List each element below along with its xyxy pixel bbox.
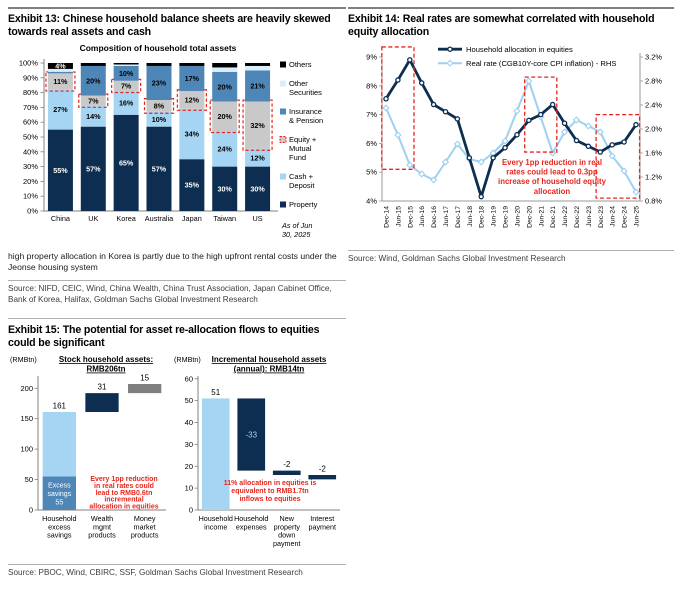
- bar-value-label: 15: [140, 373, 150, 383]
- y-tick-label: 0: [188, 505, 193, 515]
- legend-label: Insurance: [289, 107, 322, 116]
- annotation: Every 1pp reduction in real: [501, 158, 603, 167]
- marker-diamond: [526, 78, 532, 84]
- segment-label: 7%: [88, 96, 99, 106]
- exhibit13-chart: [8, 41, 346, 245]
- x-tick-label: Jun-21: [538, 206, 546, 227]
- y-tick-label: 50: [24, 475, 33, 485]
- x-tick-label: Dec-18: [478, 206, 486, 228]
- legend-label: Mutual: [289, 144, 312, 153]
- annotation: in real rates could: [94, 482, 154, 490]
- legend-chip: [280, 109, 286, 115]
- x-category-label: Household: [198, 514, 233, 523]
- x-tick-label: Jun-25: [633, 206, 641, 227]
- marker-circle: [586, 144, 590, 148]
- segment-label: 21%: [250, 81, 265, 91]
- marker-circle: [515, 133, 519, 137]
- segment-label: 20%: [217, 111, 232, 121]
- exhibit15-source: Source: PBOC, Wind, CBIRC, SSF, Goldman Sachs Global Investment Research: [8, 568, 303, 577]
- y-tick-label: 60%: [22, 117, 38, 127]
- segment-label: 32%: [250, 120, 265, 130]
- x-category-label: China: [50, 214, 70, 223]
- x-category-label: Wealth: [90, 514, 114, 523]
- axis-unit-label: (RMBtn): [174, 355, 201, 364]
- x-category-label: savings: [47, 530, 72, 540]
- right-tick-label: 2.0%: [645, 124, 663, 134]
- x-category-label: market: [133, 522, 156, 532]
- annotation: 11% allocation in equities is: [223, 480, 317, 487]
- x-category-label: property: [273, 522, 300, 532]
- x-tick-label: Jun-17: [443, 206, 451, 227]
- marker-circle: [384, 97, 388, 101]
- ex15a-svg: [8, 352, 172, 564]
- segment-label: 20%: [86, 76, 101, 86]
- divider: [348, 7, 674, 9]
- exhibit14-chart: [348, 43, 674, 247]
- annotation: allocation: [533, 186, 571, 196]
- left-tick-label: 5%: [366, 167, 377, 177]
- bar-value-label: 51: [211, 387, 221, 397]
- sub-bar-label: 55: [55, 499, 64, 507]
- x-category-label: US: [252, 214, 263, 223]
- y-tick-label: 90%: [22, 73, 38, 83]
- y-tick-label: 30%: [22, 162, 38, 172]
- marker-circle: [420, 81, 424, 85]
- bar-segment: [81, 63, 106, 66]
- legend-label: Others: [289, 60, 312, 69]
- segment-label: 24%: [217, 144, 232, 154]
- waterfall-bar: [128, 384, 161, 393]
- exhibit13-source: Source: NIFD, CEIC, Wind, China Wealth, China Trust Association, Japan Cabinet Office, Bank of Korea, Halifax, Goldman Sachs Global Investment Research: [8, 284, 332, 304]
- legend-label: Securities: [289, 88, 322, 97]
- y-tick-label: 50%: [22, 132, 38, 142]
- chart-title: Stock household assets:: [58, 355, 154, 364]
- x-category-label: Household: [42, 514, 77, 523]
- segment-label: 55%: [53, 165, 68, 175]
- marker-circle: [527, 118, 531, 122]
- marker-circle: [634, 123, 638, 127]
- x-tick-label: Jun-23: [585, 206, 593, 227]
- right-tick-label: 3.2%: [645, 52, 663, 62]
- x-tick-label: Dec-22: [573, 206, 581, 228]
- x-category-label: Korea: [116, 214, 136, 223]
- bar-segment: [212, 63, 237, 67]
- legend-label: Household allocation in equities: [466, 45, 573, 54]
- right-tick-label: 1.6%: [645, 148, 663, 158]
- legend-label: Real rate (CGB10Y-core CPI inflation) - RHS: [466, 59, 617, 68]
- segment-label: 23%: [151, 78, 167, 88]
- marker-circle: [562, 121, 566, 125]
- segment-label: 10%: [151, 114, 167, 124]
- marker-diamond: [383, 105, 389, 111]
- x-tick-label: Jun-22: [562, 206, 570, 227]
- segment-label: 65%: [118, 158, 134, 168]
- x-tick-label: Jun-19: [490, 206, 498, 227]
- y-tick-label: 200: [20, 383, 33, 393]
- x-category-label: Taiwan: [213, 214, 237, 223]
- y-tick-label: 0%: [27, 206, 38, 216]
- y-tick-label: 10: [184, 483, 193, 493]
- annotation: Every 1pp reduction: [90, 476, 158, 483]
- legend-label: Fund: [289, 153, 307, 162]
- marker-circle: [598, 150, 602, 154]
- legend-marker: [447, 60, 453, 66]
- annotation: allocation in equities: [89, 503, 159, 511]
- marker-circle: [467, 156, 471, 160]
- legend-label: Deposit: [289, 181, 315, 190]
- segment-label: 27%: [53, 105, 68, 115]
- left-tick-label: 8%: [366, 81, 377, 91]
- y-tick-label: 20: [184, 461, 193, 471]
- x-tick-label: Dec-20: [526, 206, 534, 228]
- marker-circle: [491, 156, 495, 160]
- exhibit15-charts: [8, 352, 346, 564]
- marker-diamond: [395, 132, 401, 138]
- chart-title: Incremental household assets: [211, 355, 327, 364]
- marker-circle: [479, 195, 483, 199]
- x-category-label: Australia: [144, 214, 174, 223]
- marker-circle: [443, 110, 447, 114]
- bar-segment: [147, 63, 172, 66]
- marker-diamond: [514, 108, 520, 114]
- right-tick-label: 2.8%: [645, 76, 663, 86]
- divider: [8, 318, 346, 319]
- segment-label: 12%: [184, 95, 200, 105]
- x-tick-label: Dec-23: [597, 205, 605, 228]
- legend-marker: [448, 47, 452, 51]
- chart-title: (annual): RMB14tn: [233, 364, 305, 374]
- segment-label: 7%: [120, 81, 132, 91]
- marker-circle: [622, 140, 626, 144]
- divider: [348, 250, 674, 251]
- waterfall-bar: [85, 393, 118, 412]
- x-tick-label: Jun-16: [419, 206, 427, 227]
- exhibit15-left-chart: [8, 352, 172, 564]
- x-category-label: UK: [88, 214, 99, 223]
- x-tick-label: Jun-20: [514, 206, 522, 227]
- right-tick-label: 1.2%: [645, 172, 663, 182]
- right-tick-label: 2.4%: [645, 100, 663, 110]
- left-tick-label: 7%: [366, 110, 377, 120]
- x-tick-label: Dec-14: [383, 206, 391, 228]
- y-tick-label: 70%: [22, 102, 38, 112]
- right-tick-label: 0.8%: [645, 196, 663, 206]
- y-tick-label: 60: [184, 374, 193, 384]
- bar-value-label: -2: [318, 464, 326, 474]
- legend-chip: [280, 62, 286, 68]
- exhibit13-title: Exhibit 13: Chinese household balance sheets are heavily skewed towards real assets and cash: [8, 13, 331, 38]
- right-column: [348, 0, 674, 265]
- segment-label: 12%: [250, 153, 265, 163]
- bar-value-label: 31: [97, 382, 107, 392]
- x-category-label: Household: [234, 514, 269, 523]
- x-category-label: products: [130, 530, 159, 540]
- waterfall-bar: [202, 398, 230, 510]
- y-tick-label: 100: [20, 444, 33, 454]
- marker-circle: [408, 58, 412, 62]
- bar-value-label: -33: [245, 430, 258, 440]
- divider: [8, 564, 346, 565]
- legend-label: Cash +: [289, 172, 313, 181]
- axis-unit-label: (RMBtn): [10, 355, 37, 364]
- annotation: equivalent to RMB1.7tn: [231, 488, 309, 495]
- x-tick-label: Dec-16: [431, 206, 439, 228]
- divider: [8, 7, 346, 9]
- x-category-label: income: [204, 522, 228, 532]
- y-tick-label: 40: [184, 418, 193, 427]
- segment-label: 30%: [217, 184, 232, 194]
- x-category-label: Japan: [181, 214, 202, 223]
- segment-label: 30%: [250, 184, 265, 194]
- ex14-svg: [348, 43, 672, 247]
- y-tick-label: 50: [184, 396, 193, 406]
- segment-label: 35%: [184, 180, 200, 190]
- bar-segment: [212, 67, 237, 71]
- annotation: increase of household equity: [498, 177, 606, 187]
- exhibit15-right-chart: [172, 352, 346, 564]
- left-tick-label: 9%: [366, 52, 377, 62]
- y-tick-label: 100%: [18, 58, 38, 68]
- annotation: inflows to equities: [239, 496, 301, 503]
- marker-circle: [503, 146, 507, 150]
- x-category-label: expenses: [235, 522, 267, 532]
- marker-circle: [432, 102, 436, 106]
- x-category-label: products: [88, 530, 116, 540]
- x-category-label: Money: [133, 514, 156, 523]
- annotation: rates could lead to 0.3pp: [506, 167, 598, 177]
- segment-label: 20%: [217, 82, 232, 92]
- segment-label: 14%: [86, 111, 101, 121]
- bar-value-label: 161: [52, 401, 67, 411]
- waterfall-bar: [273, 471, 301, 475]
- bar-segment: [114, 64, 139, 65]
- x-category-label: Interest: [310, 514, 335, 523]
- exhibit13-note: high property allocation in Korea is partly due to the high upfront rental costs under the Jeonse housing system: [8, 251, 337, 272]
- ex15b-svg: [172, 352, 346, 564]
- segment-label: 17%: [184, 74, 200, 84]
- legend-label: Other: [289, 79, 308, 88]
- y-tick-label: 80%: [22, 88, 38, 98]
- y-tick-label: 20%: [22, 176, 38, 186]
- divider: [8, 280, 346, 281]
- left-column: [8, 0, 346, 579]
- left-tick-label: 4%: [366, 196, 377, 206]
- x-category-label: payment: [272, 538, 301, 548]
- bar-segment: [179, 63, 204, 66]
- legend-chip: [280, 137, 286, 143]
- marker-circle: [574, 138, 578, 142]
- x-category-label: mgmt: [93, 522, 111, 532]
- segment-label: 57%: [151, 164, 167, 174]
- y-tick-label: 0: [28, 505, 33, 515]
- segment-label: 8%: [153, 101, 165, 111]
- marker-circle: [610, 143, 614, 147]
- annotation: incremental: [104, 496, 144, 504]
- bar-segment: [245, 63, 270, 66]
- bar-segment: [48, 72, 73, 73]
- left-tick-label: 6%: [366, 138, 377, 148]
- legend-chip: [280, 174, 286, 180]
- chart-title: RMB206tn: [86, 364, 126, 374]
- y-tick-label: 40%: [22, 147, 38, 157]
- x-category-label: New: [279, 514, 294, 523]
- exhibit15-title: Exhibit 15: The potential for asset re-allocation flows to equities could be significant: [8, 324, 320, 349]
- x-category-label: payment: [308, 522, 337, 532]
- segment-label: 57%: [86, 164, 101, 174]
- marker-circle: [551, 102, 555, 106]
- as-of-label: As of Jun: [282, 221, 313, 230]
- marker-circle: [539, 113, 543, 117]
- legend-chip: [280, 81, 286, 87]
- x-tick-label: Dec-24: [621, 206, 629, 228]
- marker-circle: [396, 78, 400, 82]
- legend-chip: [280, 202, 286, 208]
- as-of-label: 30, 2025: [282, 230, 311, 239]
- y-tick-label: 150: [20, 414, 33, 424]
- x-category-label: down: [278, 530, 296, 540]
- annotation: lead to RMB0.6tn: [95, 489, 153, 497]
- x-category-label: excess: [48, 522, 71, 532]
- segment-label: 34%: [184, 129, 200, 139]
- x-tick-label: Dec-21: [550, 206, 558, 228]
- segment-label: 11%: [53, 77, 68, 87]
- x-tick-label: Dec-19: [502, 206, 510, 228]
- sub-bar-label: Excess: [48, 482, 71, 490]
- x-tick-label: Dec-17: [454, 206, 462, 228]
- legend-label: Equity +: [289, 135, 317, 144]
- x-tick-label: Dec-15: [407, 206, 415, 228]
- legend-label: Property: [289, 200, 318, 209]
- bar-value-label: -2: [283, 460, 291, 470]
- y-tick-label: 30: [184, 439, 193, 449]
- segment-label: 16%: [118, 98, 134, 108]
- chart-title: Composition of household total assets: [79, 43, 237, 53]
- segment-label: 4%: [55, 61, 66, 71]
- bar-segment: [245, 66, 270, 70]
- bar-segment: [114, 63, 139, 64]
- ex13-svg: [8, 41, 342, 245]
- x-tick-label: Jun-24: [609, 206, 617, 227]
- legend-label: & Pension: [289, 116, 324, 125]
- waterfall-bar: [308, 475, 336, 479]
- x-tick-label: Jun-15: [395, 206, 403, 227]
- exhibit14-title: Exhibit 14: Real rates are somewhat correlated with household equity allocation: [348, 13, 655, 38]
- y-tick-label: 10%: [22, 191, 38, 201]
- x-tick-label: Jun-18: [466, 206, 474, 227]
- marker-circle: [455, 117, 459, 121]
- sub-bar-label: savings: [47, 491, 72, 499]
- segment-label: 10%: [118, 68, 134, 78]
- exhibit14-source: Source: Wind, Goldman Sachs Global Investment Research: [348, 254, 566, 263]
